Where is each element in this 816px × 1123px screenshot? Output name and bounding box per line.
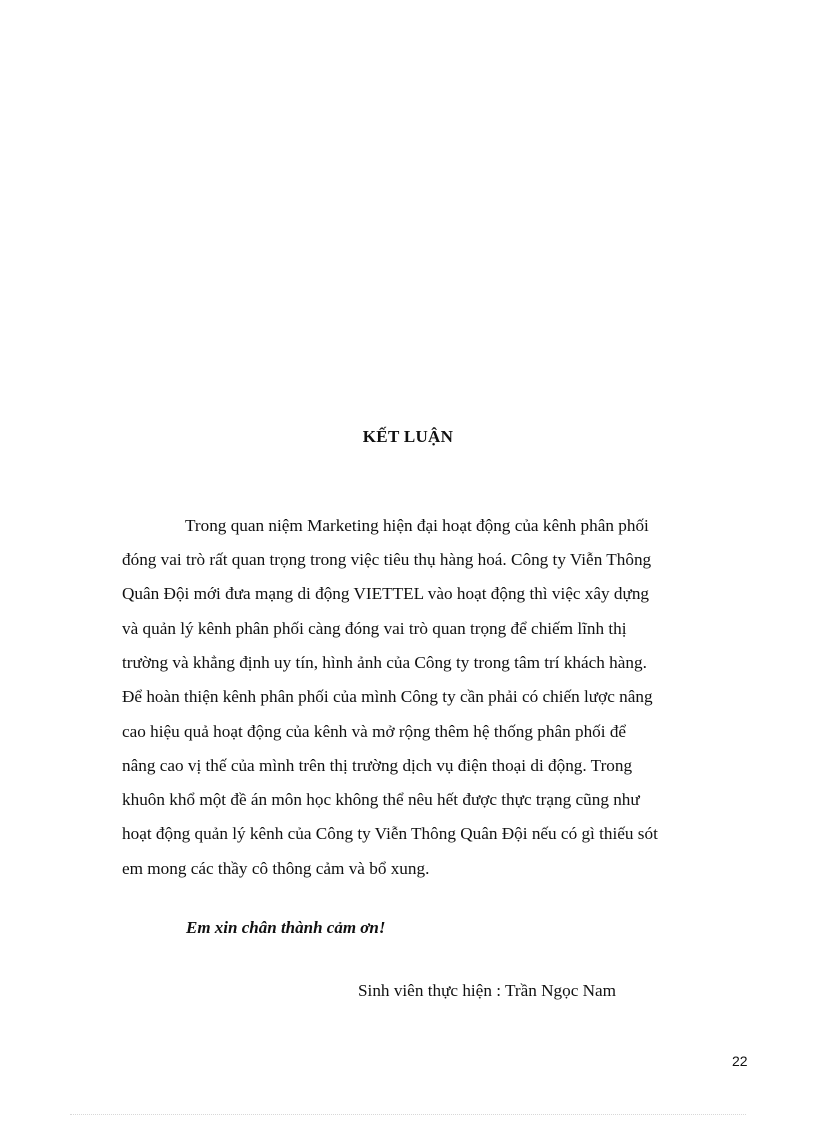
closing-thanks: Em xin chân thành cảm ơn! (186, 918, 386, 937)
paragraph-line-2: đóng vai trò rất quan trọng trong việc tiêu thụ hàng hoá. Công ty Viễn Thông (122, 550, 652, 569)
paragraph-line-9: khuôn khổ một đề án môn học không thể nêu hết được thực trạng cũng như (122, 790, 640, 809)
paragraph-line-3: Quân Đội mới đưa mạng di động VIETTEL vào hoạt động thì việc xây dựng (122, 584, 650, 603)
page-bottom-divider (70, 1114, 746, 1115)
signature-line: Sinh viên thực hiện : Trần Ngọc Nam (358, 981, 617, 1000)
paragraph-line-7: cao hiệu quả hoạt động của kênh và mở rộng thêm hệ thống phân phối để (122, 722, 627, 741)
paragraph-line-4: và quản lý kênh phân phối càng đóng vai trò quan trọng để chiếm lĩnh thị (122, 619, 627, 638)
page-title: KẾT LUẬN (362, 427, 454, 446)
paragraph-line-5: trường và khẳng định uy tín, hình ảnh của Công ty trong tâm trí khách hàng. (122, 653, 647, 672)
paragraph-line-10: hoạt động quản lý kênh của Công ty Viễn Thông Quân Đội nếu có gì thiếu sót (122, 824, 658, 843)
page-number: 22 (732, 1053, 748, 1069)
paragraph-line-1: Trong quan niệm Marketing hiện đại hoạt động của kênh phân phối (185, 516, 649, 535)
paragraph-line-6: Để hoàn thiện kênh phân phối của mình Công ty cần phải có chiến lược nâng (122, 687, 653, 706)
paragraph-line-11: em mong các thầy cô thông cảm và bổ xung. (122, 859, 430, 878)
paragraph-line-8: nâng cao vị thế của mình trên thị trường dịch vụ điện thoại di động. Trong (122, 756, 633, 775)
